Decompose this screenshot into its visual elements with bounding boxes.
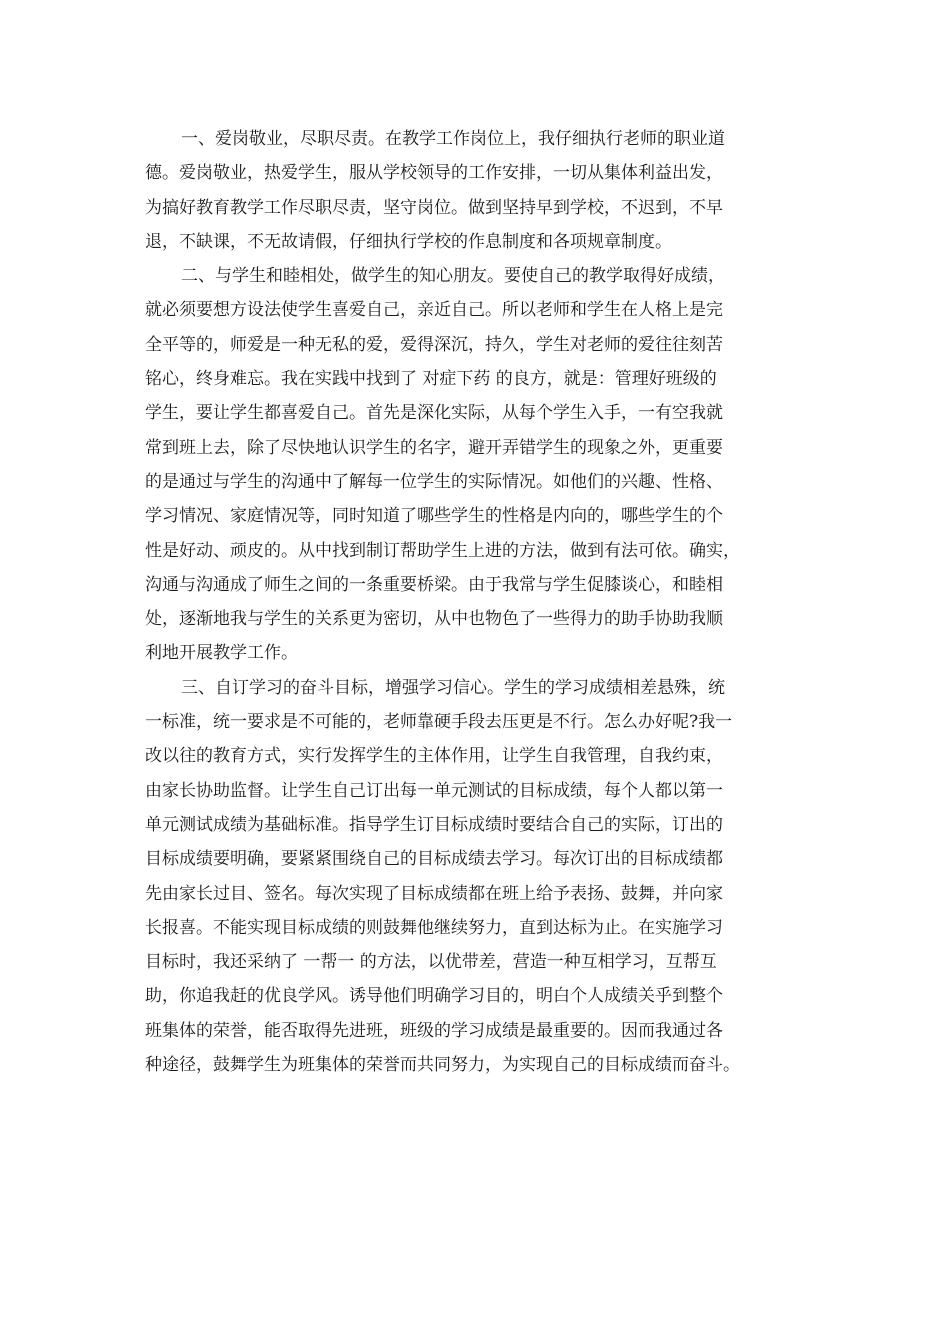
text-line: 三、自订学习的奋斗目标，增强学习信心。学生的学习成绩相差悬殊，统 — [181, 677, 725, 698]
text-line: 一标准，统一要求是不可能的，老师靠硬手段去压更是不行。怎么办好呢?我一 — [145, 712, 733, 733]
text-line: 单元测试成绩为基础标准。指导学生订目标成绩时要结合自己的实际，订出的 — [145, 814, 723, 835]
text-line: 沟通与沟通成了师生之间的一条重要桥梁。由于我常与学生促膝谈心，和睦相 — [145, 574, 723, 595]
paragraph-3 — [145, 671, 810, 1083]
text-line: 长报喜。不能实现目标成绩的则鼓舞他继续努力，直到达标为止。在实施学习 — [145, 917, 723, 938]
text-line: 就必须要想方设法使学生喜爱自己，亲近自己。所以老师和学生在人格上是完 — [145, 300, 723, 321]
text-line: 退，不缺课，不无故请假，仔细执行学校的作息制度和各项规章制度。 — [145, 231, 672, 252]
text-line: 一、爱岗敬业，尽职尽责。在教学工作岗位上，我仔细执行老师的职业道 — [181, 129, 725, 149]
text-line: 学习情况、家庭情况等，同时知道了哪些学生的性格是内向的，哪些学生的个 — [145, 506, 723, 527]
paragraph-1 — [145, 122, 810, 259]
document-body — [145, 122, 810, 1082]
text-line: 目标成绩要明确，要紧紧围绕自己的目标成绩去学习。每次订出的目标成绩都 — [145, 849, 723, 870]
text-line: 学生，要让学生都喜爱自己。首先是深化实际，从每个学生入手，一有空我就 — [145, 403, 723, 424]
text-line: 由家长协助监督。让学生自己订出每一单元测试的目标成绩，每个人都以第一 — [145, 780, 723, 801]
text-line: 班集体的荣誉，能否取得先进班，班级的学习成绩是最重要的。因而我通过各 — [145, 1020, 723, 1041]
text-line: 种途径，鼓舞学生为班集体的荣誉而共同努力，为实现自己的目标成绩而奋斗。 — [145, 1055, 740, 1076]
text-line: 目标时，我还采纳了 一帮一 的方法，以优带差，营造一种互相学习，互帮互 — [145, 952, 717, 973]
text-line: 全平等的，师爱是一种无私的爱，爱得深沉，持久，学生对老师的爱往往刻苦 — [145, 334, 723, 355]
text-line: 改以往的教育方式，实行发挥学生的主体作用，让学生自我管理，自我约束， — [145, 746, 723, 767]
text-line: 先由家长过目、签名。每次实现了目标成绩都在班上给予表扬、鼓舞，并向家 — [145, 883, 723, 904]
text-line: 性是好动、顽皮的。从中找到制订帮助学生上进的方法，做到有法可依。确实， — [145, 540, 740, 561]
text-line: 助，你追我赶的优良学风。诱导他们明确学习目的，明白个人成绩关乎到整个 — [145, 986, 723, 1007]
text-line: 利地开展教学工作。 — [145, 643, 298, 664]
text-line: 二、与学生和睦相处，做学生的知心朋友。要使自己的教学取得好成绩， — [181, 266, 725, 287]
text-line: 铭心，终身难忘。我在实践中找到了 对症下药 的良方，就是：管理好班级的 — [145, 369, 717, 390]
text-line: 为搞好教育教学工作尽职尽责，坚守岗位。做到坚持早到学校，不迟到，不早 — [145, 197, 723, 218]
paragraph-2 — [145, 259, 810, 671]
text-line: 处，逐渐地我与学生的关系更为密切，从中也物色了一些得力的助手协助我顺 — [145, 609, 723, 630]
text-line: 德。爱岗敬业，热爱学生，服从学校领导的工作安排，一切从集体利益出发， — [145, 163, 723, 184]
text-line: 常到班上去，除了尽快地认识学生的名字，避开弄错学生的现象之外，更重要 — [145, 437, 723, 458]
text-line: 的是通过与学生的沟通中了解每一位学生的实际情况。如他们的兴趣、性格、 — [145, 471, 723, 492]
